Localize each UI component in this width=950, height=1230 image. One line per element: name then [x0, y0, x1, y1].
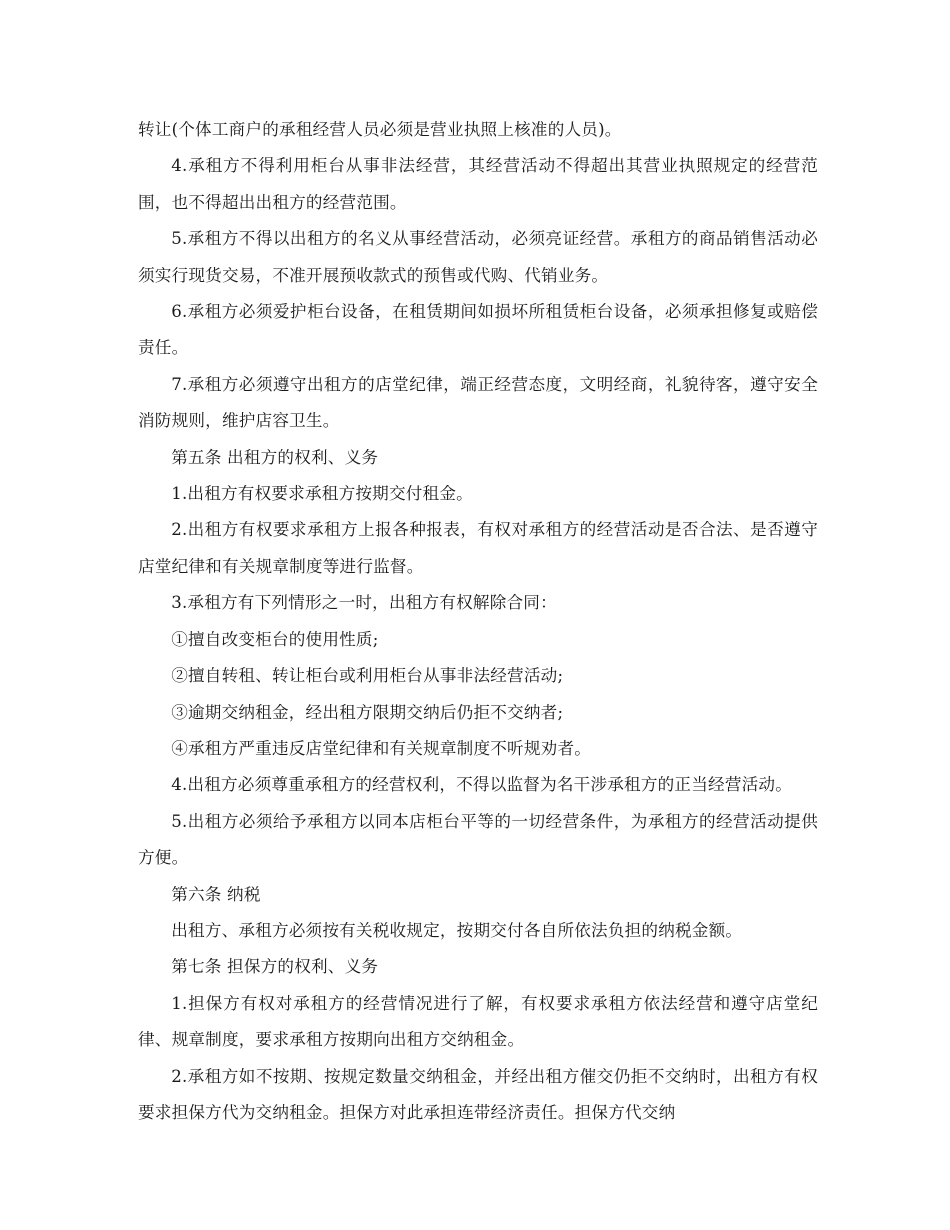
paragraph-4: 6.承租方必须爱护柜台设备，在租赁期间如损坏所租赁柜台设备，必须承担修复或赔偿责任。 [138, 302, 818, 358]
article-5-heading: 第五条 出租方的权利、义务 [171, 447, 379, 467]
paragraph-15: 5.出租方必须给予承租方以同本店柜台平等的一切经营条件，为承租方的经营活动提供方便。 [138, 811, 818, 868]
paragraph-14: 4.出租方必须尊重承租方的经营权利，不得以监督为名干涉承租方的正当经营活动。 [171, 775, 792, 795]
document-body [138, 112, 818, 1131]
paragraph-8: 2.出租方有权要求承租方上报各种报表，有权对承租方的经营活动是否合法、是否遵守店堂纪律和有关规章制度等进行监督。 [138, 520, 818, 576]
paragraph-3: 5.承租方不得以出租方的名义从事经营活动，必须亮证经营。承租方的商品销售活动必须实行现货交易，不准开展预收款式的预售或代购、代销业务。 [138, 229, 818, 285]
list-item-1: ①擅自改变柜台的使用性质; [171, 629, 379, 649]
list-item-4: ④承租方严重违反店堂纪律和有关规章制度不听规劝者。 [171, 738, 592, 758]
article-6-heading: 第六条 纳税 [171, 884, 261, 904]
paragraph-5: 7.承租方必须遵守出租方的店堂纪律，端正经营态度，文明经商，礼貌待客，遵守安全消防规则，维护店容卫生。 [138, 374, 818, 431]
paragraph-7: 1.出租方有权要求承租方按期交付租金。 [171, 484, 473, 504]
paragraph-20: 2.承租方如不按期、按规定数量交纳租金，并经出租方催交仍拒不交纳时，出租方有权要求担保方代为交纳租金。担保方对此承担连带经济责任。担保方代交纳 [138, 1066, 818, 1122]
list-item-2: ②擅自转租、转让柜台或利用柜台从事非法经营活动; [171, 666, 564, 686]
article-7-heading: 第七条 担保方的权利、义务 [171, 957, 379, 977]
paragraph-2: 4.承租方不得利用柜台从事非法经营，其经营活动不得超出其营业执照规定的经营范围，也不得超出出租方的经营范围。 [138, 156, 818, 212]
list-item-3: ③逾期交纳租金，经出租方限期交纳后仍拒不交纳者; [171, 702, 564, 722]
paragraph-1: 转让(个体工商户的承租经营人员必须是营业执照上核准的人员)。 [138, 120, 622, 139]
paragraph-9: 3.承租方有下列情形之一时，出租方有权解除合同： [171, 593, 557, 613]
paragraph-17: 出租方、承租方必须按有关税收规定，按期交付各自所依法负担的纳税金额。 [171, 920, 743, 940]
paragraph-19: 1.担保方有权对承租方的经营情况进行了解，有权要求承租方依法经营和遵守店堂纪律、规章制度，要求承租方按期向出租方交纳租金。 [138, 993, 818, 1050]
